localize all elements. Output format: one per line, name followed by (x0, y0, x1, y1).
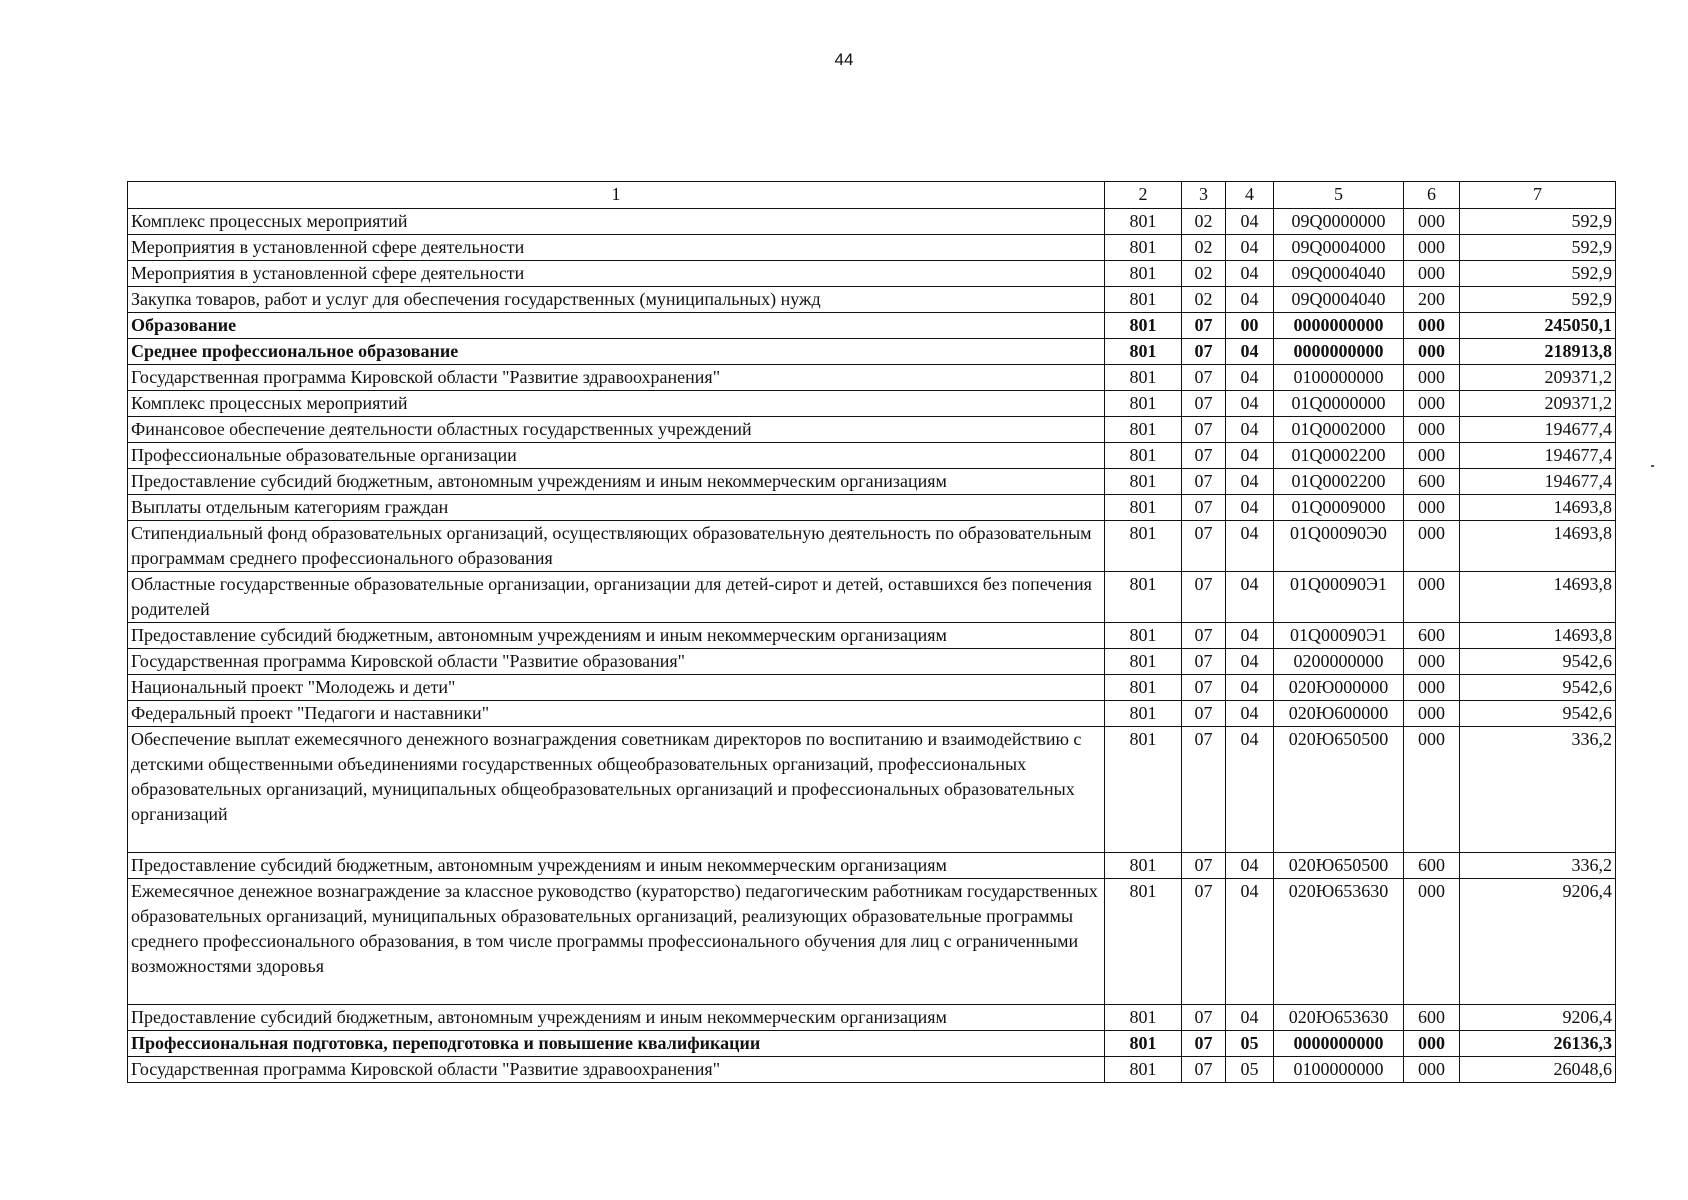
cell-section: 02 (1182, 261, 1226, 287)
cell-admin-code: 801 (1105, 879, 1182, 1005)
cell-admin-code: 801 (1105, 853, 1182, 879)
cell-admin-code: 801 (1105, 675, 1182, 701)
cell-section: 07 (1182, 391, 1226, 417)
table-row (128, 623, 1616, 649)
cell-amount: 14693,8 (1460, 572, 1616, 623)
cell-admin-code: 801 (1105, 339, 1182, 365)
cell-expense-type: 000 (1404, 313, 1460, 339)
cell-expense-type: 000 (1404, 521, 1460, 572)
cell-admin-code: 801 (1105, 623, 1182, 649)
cell-target-article: 020Ю653630 (1274, 1005, 1404, 1031)
column-header-1: 1 (128, 182, 1105, 209)
table-row (128, 313, 1616, 339)
cell-name: Выплаты отдельным категориям граждан (128, 495, 1105, 521)
cell-section: 07 (1182, 495, 1226, 521)
cell-section: 07 (1182, 649, 1226, 675)
cell-expense-type: 000 (1404, 1031, 1460, 1057)
table-row (128, 675, 1616, 701)
cell-amount: 14693,8 (1460, 521, 1616, 572)
cell-section: 02 (1182, 209, 1226, 235)
cell-section: 07 (1182, 701, 1226, 727)
cell-amount: 245050,1 (1460, 313, 1616, 339)
table-row (128, 469, 1616, 495)
cell-name: Профессиональная подготовка, переподготовка и повышение квалификации (128, 1031, 1105, 1057)
cell-expense-type: 000 (1404, 649, 1460, 675)
cell-admin-code: 801 (1105, 649, 1182, 675)
cell-target-article: 0000000000 (1274, 339, 1404, 365)
cell-amount: 336,2 (1460, 727, 1616, 853)
cell-target-article: 0100000000 (1274, 365, 1404, 391)
cell-section: 07 (1182, 879, 1226, 1005)
cell-amount: 194677,4 (1460, 417, 1616, 443)
cell-amount: 9542,6 (1460, 649, 1616, 675)
table-row (128, 209, 1616, 235)
cell-name: Образование (128, 313, 1105, 339)
cell-admin-code: 801 (1105, 313, 1182, 339)
cell-admin-code: 801 (1105, 469, 1182, 495)
cell-amount: 194677,4 (1460, 469, 1616, 495)
cell-expense-type: 600 (1404, 1005, 1460, 1031)
table-row (128, 572, 1616, 623)
cell-amount: 209371,2 (1460, 391, 1616, 417)
cell-subsection: 04 (1226, 365, 1274, 391)
cell-expense-type: 000 (1404, 675, 1460, 701)
cell-subsection: 04 (1226, 727, 1274, 853)
cell-target-article: 09Q0004000 (1274, 235, 1404, 261)
cell-subsection: 00 (1226, 313, 1274, 339)
cell-amount: 26136,3 (1460, 1031, 1616, 1057)
cell-name: Предоставление субсидий бюджетным, автономным учреждениям и иным некоммерческим организациям (128, 1005, 1105, 1031)
cell-target-article: 01Q0002200 (1274, 443, 1404, 469)
cell-admin-code: 801 (1105, 495, 1182, 521)
table-row (128, 879, 1616, 1005)
cell-name: Государственная программа Кировской области "Развитие здравоохранения" (128, 1057, 1105, 1083)
column-header-2: 2 (1105, 182, 1182, 209)
cell-admin-code: 801 (1105, 727, 1182, 853)
cell-admin-code: 801 (1105, 235, 1182, 261)
cell-subsection: 04 (1226, 623, 1274, 649)
table-row (128, 1031, 1616, 1057)
cell-target-article: 01Q00090Э0 (1274, 521, 1404, 572)
cell-amount: 14693,8 (1460, 495, 1616, 521)
table-row (128, 701, 1616, 727)
cell-name: Ежемесячное денежное вознаграждение за классное руководство (кураторство) педагогическим работникам государственных образовательных организаций, муниципальных образовательных организаций, реализующих образовательные программы среднего профессионального образования, в том числе программы профессионального обучения для лиц с ограниченными возможностями здоровья (128, 879, 1105, 1005)
cell-name: Государственная программа Кировской области "Развитие здравоохранения" (128, 365, 1105, 391)
cell-section: 07 (1182, 339, 1226, 365)
cell-section: 07 (1182, 417, 1226, 443)
scan-speck (1651, 465, 1654, 467)
cell-subsection: 04 (1226, 443, 1274, 469)
cell-amount: 9542,6 (1460, 701, 1616, 727)
cell-subsection: 04 (1226, 675, 1274, 701)
cell-expense-type: 600 (1404, 469, 1460, 495)
cell-admin-code: 801 (1105, 417, 1182, 443)
cell-target-article: 01Q0002000 (1274, 417, 1404, 443)
cell-target-article: 01Q00090Э1 (1274, 623, 1404, 649)
budget-table (127, 181, 1616, 1083)
cell-expense-type: 600 (1404, 853, 1460, 879)
cell-section: 07 (1182, 469, 1226, 495)
cell-name: Обеспечение выплат ежемесячного денежного вознаграждения советникам директоров по воспитанию и взаимодействию с детскими общественными объединениями государственных общеобразовательных организаций, профессиональных образовательных организаций, муниципальных общеобразовательных организаций и профессиональных образовательных организаций (128, 727, 1105, 853)
cell-subsection: 04 (1226, 649, 1274, 675)
cell-section: 07 (1182, 727, 1226, 853)
cell-expense-type: 000 (1404, 495, 1460, 521)
cell-name: Закупка товаров, работ и услуг для обеспечения государственных (муниципальных) нужд (128, 287, 1105, 313)
cell-target-article: 020Ю650500 (1274, 727, 1404, 853)
cell-target-article: 01Q0000000 (1274, 391, 1404, 417)
table-row (128, 727, 1616, 853)
cell-expense-type: 000 (1404, 261, 1460, 287)
cell-name: Областные государственные образовательные организации, организации для детей-сирот и детей, оставшихся без попечения родителей (128, 572, 1105, 623)
cell-name: Федеральный проект "Педагоги и наставники" (128, 701, 1105, 727)
cell-expense-type: 000 (1404, 701, 1460, 727)
cell-amount: 592,9 (1460, 287, 1616, 313)
cell-amount: 26048,6 (1460, 1057, 1616, 1083)
cell-target-article: 020Ю650500 (1274, 853, 1404, 879)
cell-subsection: 04 (1226, 391, 1274, 417)
cell-amount: 209371,2 (1460, 365, 1616, 391)
cell-admin-code: 801 (1105, 365, 1182, 391)
cell-name: Комплекс процессных мероприятий (128, 209, 1105, 235)
table-row (128, 495, 1616, 521)
cell-admin-code: 801 (1105, 701, 1182, 727)
cell-subsection: 04 (1226, 235, 1274, 261)
cell-admin-code: 801 (1105, 391, 1182, 417)
cell-section: 07 (1182, 853, 1226, 879)
cell-subsection: 04 (1226, 469, 1274, 495)
cell-section: 07 (1182, 623, 1226, 649)
cell-admin-code: 801 (1105, 287, 1182, 313)
cell-target-article: 09Q0004040 (1274, 261, 1404, 287)
cell-target-article: 020Ю653630 (1274, 879, 1404, 1005)
cell-expense-type: 000 (1404, 417, 1460, 443)
cell-subsection: 04 (1226, 879, 1274, 1005)
cell-admin-code: 801 (1105, 209, 1182, 235)
column-header-6: 6 (1404, 182, 1460, 209)
cell-admin-code: 801 (1105, 1031, 1182, 1057)
table-row (128, 417, 1616, 443)
cell-admin-code: 801 (1105, 521, 1182, 572)
cell-name: Профессиональные образовательные организации (128, 443, 1105, 469)
cell-target-article: 0000000000 (1274, 313, 1404, 339)
cell-subsection: 05 (1226, 1031, 1274, 1057)
cell-subsection: 04 (1226, 287, 1274, 313)
cell-expense-type: 000 (1404, 727, 1460, 853)
table-row (128, 261, 1616, 287)
cell-subsection: 04 (1226, 209, 1274, 235)
table-row (128, 649, 1616, 675)
table-row (128, 521, 1616, 572)
cell-expense-type: 000 (1404, 339, 1460, 365)
cell-target-article: 020Ю000000 (1274, 675, 1404, 701)
cell-section: 07 (1182, 1031, 1226, 1057)
cell-amount: 218913,8 (1460, 339, 1616, 365)
cell-amount: 9206,4 (1460, 1005, 1616, 1031)
column-header-4: 4 (1226, 182, 1274, 209)
cell-expense-type: 000 (1404, 235, 1460, 261)
cell-name: Комплекс процессных мероприятий (128, 391, 1105, 417)
cell-amount: 592,9 (1460, 261, 1616, 287)
cell-admin-code: 801 (1105, 1057, 1182, 1083)
cell-amount: 592,9 (1460, 235, 1616, 261)
cell-section: 02 (1182, 235, 1226, 261)
cell-name: Предоставление субсидий бюджетным, автономным учреждениям и иным некоммерческим организациям (128, 623, 1105, 649)
cell-section: 07 (1182, 443, 1226, 469)
cell-name: Предоставление субсидий бюджетным, автономным учреждениям и иным некоммерческим организациям (128, 469, 1105, 495)
cell-admin-code: 801 (1105, 261, 1182, 287)
cell-section: 07 (1182, 313, 1226, 339)
cell-amount: 9542,6 (1460, 675, 1616, 701)
cell-expense-type: 200 (1404, 287, 1460, 313)
cell-name: Государственная программа Кировской области "Развитие образования" (128, 649, 1105, 675)
cell-name: Финансовое обеспечение деятельности областных государственных учреждений (128, 417, 1105, 443)
table-row (128, 1057, 1616, 1083)
cell-target-article: 0000000000 (1274, 1031, 1404, 1057)
column-header-5: 5 (1274, 182, 1404, 209)
header-row (128, 182, 1616, 209)
cell-expense-type: 000 (1404, 572, 1460, 623)
cell-subsection: 05 (1226, 1057, 1274, 1083)
table-row (128, 443, 1616, 469)
cell-section: 07 (1182, 1057, 1226, 1083)
cell-amount: 194677,4 (1460, 443, 1616, 469)
cell-admin-code: 801 (1105, 443, 1182, 469)
cell-target-article: 0100000000 (1274, 1057, 1404, 1083)
cell-expense-type: 000 (1404, 443, 1460, 469)
cell-subsection: 04 (1226, 417, 1274, 443)
cell-name: Предоставление субсидий бюджетным, автономным учреждениям и иным некоммерческим организациям (128, 853, 1105, 879)
cell-target-article: 01Q00090Э1 (1274, 572, 1404, 623)
cell-subsection: 04 (1226, 495, 1274, 521)
cell-target-article: 09Q0000000 (1274, 209, 1404, 235)
cell-section: 07 (1182, 365, 1226, 391)
cell-subsection: 04 (1226, 1005, 1274, 1031)
cell-expense-type: 000 (1404, 209, 1460, 235)
cell-name: Мероприятия в установленной сфере деятельности (128, 235, 1105, 261)
page-number: 44 (834, 50, 854, 69)
cell-name: Среднее профессиональное образование (128, 339, 1105, 365)
cell-name: Мероприятия в установленной сфере деятельности (128, 261, 1105, 287)
cell-subsection: 04 (1226, 521, 1274, 572)
table-row (128, 339, 1616, 365)
table-row (128, 365, 1616, 391)
cell-section: 02 (1182, 287, 1226, 313)
cell-expense-type: 000 (1404, 879, 1460, 1005)
cell-name: Стипендиальный фонд образовательных организаций, осуществляющих образовательную деятельность по образовательным программам среднего профессионального образования (128, 521, 1105, 572)
cell-target-article: 0200000000 (1274, 649, 1404, 675)
cell-amount: 14693,8 (1460, 623, 1616, 649)
column-header-7: 7 (1460, 182, 1616, 209)
cell-subsection: 04 (1226, 701, 1274, 727)
table-row (128, 1005, 1616, 1031)
cell-section: 07 (1182, 521, 1226, 572)
cell-subsection: 04 (1226, 572, 1274, 623)
cell-expense-type: 600 (1404, 623, 1460, 649)
cell-subsection: 04 (1226, 261, 1274, 287)
cell-section: 07 (1182, 1005, 1226, 1031)
cell-target-article: 01Q0009000 (1274, 495, 1404, 521)
cell-expense-type: 000 (1404, 391, 1460, 417)
cell-admin-code: 801 (1105, 1005, 1182, 1031)
table-row (128, 391, 1616, 417)
cell-expense-type: 000 (1404, 365, 1460, 391)
cell-expense-type: 000 (1404, 1057, 1460, 1083)
table-row (128, 235, 1616, 261)
cell-section: 07 (1182, 675, 1226, 701)
cell-amount: 336,2 (1460, 853, 1616, 879)
table-header (128, 182, 1616, 209)
cell-amount: 9206,4 (1460, 879, 1616, 1005)
cell-target-article: 09Q0004040 (1274, 287, 1404, 313)
cell-subsection: 04 (1226, 339, 1274, 365)
cell-target-article: 01Q0002200 (1274, 469, 1404, 495)
cell-subsection: 04 (1226, 853, 1274, 879)
cell-amount: 592,9 (1460, 209, 1616, 235)
cell-name: Национальный проект "Молодежь и дети" (128, 675, 1105, 701)
cell-section: 07 (1182, 572, 1226, 623)
cell-admin-code: 801 (1105, 572, 1182, 623)
table-row (128, 853, 1616, 879)
cell-target-article: 020Ю600000 (1274, 701, 1404, 727)
column-header-3: 3 (1182, 182, 1226, 209)
table-row (128, 287, 1616, 313)
table-body (128, 209, 1616, 1083)
